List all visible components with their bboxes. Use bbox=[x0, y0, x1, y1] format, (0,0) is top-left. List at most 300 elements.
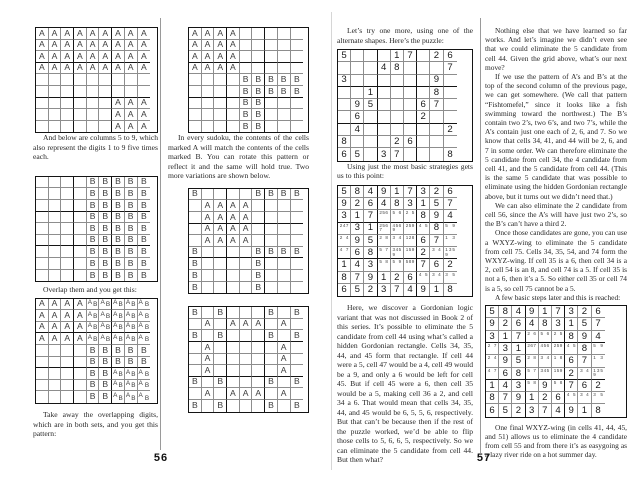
grid-cell: A bbox=[202, 388, 215, 400]
grid-cell bbox=[291, 342, 304, 354]
grid-cell bbox=[49, 270, 62, 282]
grid-cell: B bbox=[265, 377, 278, 389]
para-nothing-else: Nothing else that we have learned so far works. And let’s imagine we didn’t even see that we could eliminate the 5 candidate from cell 44. Given the grid above, what’s our next move? bbox=[485, 26, 627, 72]
grid-cell bbox=[36, 235, 49, 247]
grid-cell: B bbox=[252, 258, 265, 270]
grid-cell: A bbox=[202, 63, 215, 75]
grid-cell: A B bbox=[100, 333, 111, 344]
grid-cell: B bbox=[87, 391, 100, 403]
grid-cell: 7 bbox=[351, 272, 364, 284]
grid-cell: A bbox=[202, 365, 215, 377]
grid-cell: 3 5 bbox=[592, 392, 605, 404]
grid-cell bbox=[291, 212, 304, 224]
grid-cell: 7 bbox=[592, 318, 605, 330]
grid-cell bbox=[291, 258, 304, 270]
grid-cell: 1 bbox=[364, 223, 377, 235]
grid-cell: B bbox=[265, 247, 278, 259]
grid-cell: A bbox=[112, 98, 125, 110]
grid-cell: A B bbox=[125, 310, 136, 320]
grid-cell: B bbox=[87, 270, 100, 282]
grid-cell bbox=[364, 148, 377, 160]
grid-cell bbox=[36, 86, 49, 98]
grid-cell bbox=[265, 212, 278, 224]
grid-cell: B bbox=[99, 345, 112, 357]
grid-cell bbox=[227, 109, 240, 121]
grid-cell: A bbox=[202, 342, 215, 354]
grid-cell bbox=[240, 270, 253, 282]
grid-cell: 3 bbox=[417, 186, 430, 198]
grid-cell: 3 bbox=[364, 259, 377, 271]
grid-cell bbox=[202, 400, 215, 412]
grid-cell bbox=[61, 200, 74, 212]
left-page-column-1 bbox=[33, 27, 158, 439]
grid-cell: 5 6 bbox=[539, 331, 552, 343]
grid-cell bbox=[36, 368, 49, 380]
grid-cell: 2 4 bbox=[486, 355, 499, 367]
grid-cell: B bbox=[99, 380, 112, 392]
grid-cell: 5 bbox=[364, 99, 377, 111]
grid-cell bbox=[338, 124, 351, 136]
grid-cell: 3 4 5 9 bbox=[391, 247, 404, 259]
right-page-column-1 bbox=[337, 26, 473, 465]
grid-cell: 8 bbox=[391, 62, 404, 74]
grid-cell bbox=[189, 342, 202, 354]
grid-cell: A B bbox=[113, 368, 123, 378]
grid-cell bbox=[291, 40, 304, 52]
grid-cell: 9 bbox=[378, 186, 391, 198]
grid-cell: 2 5 bbox=[404, 210, 417, 222]
grid-cell bbox=[36, 121, 49, 133]
grid-cell: B bbox=[99, 391, 112, 403]
grid-cell: B bbox=[189, 189, 202, 201]
grid-cell: 5 6 bbox=[391, 210, 404, 222]
grid-cell bbox=[74, 74, 87, 86]
grid-cell: A bbox=[189, 51, 202, 63]
grid-cell: B bbox=[99, 188, 112, 200]
grid-cell: A bbox=[214, 235, 227, 247]
grid-cell bbox=[291, 235, 304, 247]
grid-cell bbox=[265, 270, 278, 282]
grid-cell bbox=[112, 74, 125, 86]
grid-cell: 3 5 bbox=[444, 272, 457, 284]
grid-cell: 6 bbox=[565, 355, 578, 367]
grid-cell bbox=[227, 270, 240, 282]
grid-cell: A bbox=[125, 121, 138, 133]
grid-cell: 4 bbox=[526, 318, 539, 330]
grid-cell bbox=[74, 345, 87, 357]
grid-cell: A bbox=[87, 63, 100, 75]
grid-cell bbox=[74, 380, 87, 392]
grid-cell bbox=[74, 86, 87, 98]
grid-cell: B bbox=[125, 258, 138, 270]
grid-cell: 5 bbox=[338, 50, 351, 62]
grid-cell bbox=[36, 200, 49, 212]
grid-cell bbox=[391, 124, 404, 136]
grid-cell bbox=[351, 50, 364, 62]
grid-cell: A bbox=[214, 212, 227, 224]
grid-cell bbox=[291, 354, 304, 366]
grid-cell: 8 bbox=[565, 331, 578, 343]
grid-cell bbox=[36, 380, 49, 392]
grid-cell bbox=[338, 99, 351, 111]
grid-cell: A bbox=[74, 310, 87, 322]
grid-cell: A bbox=[202, 354, 215, 366]
grid-cell: 4 bbox=[351, 259, 364, 271]
grid-cell: 8 bbox=[338, 136, 351, 148]
grid-cell bbox=[61, 368, 74, 380]
grid-cell: A bbox=[278, 365, 291, 377]
grid-cell: B bbox=[278, 247, 291, 259]
grid-cell bbox=[214, 121, 227, 133]
grid-cell: A bbox=[227, 212, 240, 224]
grid-cell bbox=[444, 75, 457, 87]
grid-cell bbox=[74, 98, 87, 110]
grid-cell bbox=[214, 74, 227, 86]
grid-cell: B bbox=[99, 357, 112, 369]
grid-cell bbox=[444, 87, 457, 99]
grid-cell bbox=[444, 99, 457, 111]
grid-cell bbox=[252, 200, 265, 212]
grid-cell: A bbox=[49, 310, 62, 322]
grid-cell bbox=[265, 98, 278, 110]
grid-cell bbox=[240, 354, 253, 366]
grid-cell: B bbox=[87, 188, 100, 200]
grid-cell bbox=[378, 124, 391, 136]
grid-cell bbox=[278, 212, 291, 224]
grid-cell bbox=[138, 86, 151, 98]
grid-cell: A bbox=[214, 28, 227, 40]
grid-cell: 5 9 bbox=[444, 223, 457, 235]
grid-cell bbox=[265, 63, 278, 75]
grid-cell bbox=[61, 121, 74, 133]
grid-cell: 3 4 bbox=[539, 355, 552, 367]
grid-cell: A bbox=[138, 51, 151, 63]
grid-cell: B bbox=[240, 109, 253, 121]
grid-cell bbox=[227, 354, 240, 366]
grid-cell bbox=[417, 87, 430, 99]
grid-cell bbox=[189, 365, 202, 377]
grid-cell: B bbox=[291, 330, 304, 342]
grid-cell: A B bbox=[100, 310, 111, 320]
grid-cell: 7 bbox=[430, 235, 443, 247]
grid-cell bbox=[291, 109, 304, 121]
grid-cell bbox=[36, 345, 49, 357]
grid-cell bbox=[430, 111, 443, 123]
grid-cell: 8 bbox=[512, 368, 525, 380]
grid-cell: A B bbox=[100, 299, 111, 309]
grid-cell: 6 bbox=[512, 318, 525, 330]
grid-cell: B bbox=[214, 330, 227, 342]
grid-cell bbox=[278, 330, 291, 342]
grid-cell: A bbox=[214, 224, 227, 236]
grid-cell bbox=[74, 270, 87, 282]
grid-cell: B bbox=[278, 86, 291, 98]
grid-cell bbox=[291, 51, 304, 63]
grid-cell bbox=[252, 377, 265, 389]
grid-cell bbox=[49, 246, 62, 258]
grid-cell: 6 bbox=[444, 50, 457, 62]
grid-cell bbox=[240, 63, 253, 75]
grid-cell bbox=[291, 28, 304, 40]
grid-cell: B bbox=[112, 200, 125, 212]
grid-cell: 7 bbox=[565, 380, 578, 392]
grid-cell bbox=[74, 258, 87, 270]
grid-cell: B bbox=[112, 357, 125, 369]
grid-cell bbox=[252, 330, 265, 342]
grid-cell: 7 bbox=[417, 259, 430, 271]
grid-cell bbox=[189, 212, 202, 224]
grid-cell bbox=[214, 282, 227, 294]
grid-cell: A bbox=[36, 40, 49, 52]
grid-cell bbox=[189, 86, 202, 98]
grid-cell: B bbox=[189, 270, 202, 282]
grid-cell bbox=[61, 246, 74, 258]
grid-cell: B bbox=[189, 377, 202, 389]
grid-cell bbox=[278, 224, 291, 236]
grid-cell: B bbox=[99, 177, 112, 189]
grid-cell: 8 bbox=[486, 392, 499, 404]
grid-cell: B bbox=[125, 345, 138, 357]
grid-cell bbox=[338, 62, 351, 74]
grid-cell: B bbox=[87, 212, 100, 224]
grid-cell: B bbox=[87, 357, 100, 369]
grid-cell: 9 bbox=[578, 331, 591, 343]
grid-cell: A bbox=[278, 354, 291, 366]
grid-cell: A bbox=[49, 28, 62, 40]
grid-cell: A bbox=[140, 120, 147, 131]
grid-cell: 5 bbox=[364, 235, 377, 247]
grid-cell: A bbox=[87, 51, 100, 63]
grid-cell bbox=[378, 75, 391, 87]
grid-cell: B bbox=[112, 258, 125, 270]
grid-cell bbox=[49, 188, 62, 200]
grid-cell: A bbox=[240, 212, 253, 224]
grid-cell: B bbox=[291, 86, 304, 98]
grid-cell: 1 5 9 bbox=[404, 247, 417, 259]
grid-cell: 5 bbox=[430, 198, 443, 210]
grid-cell bbox=[252, 354, 265, 366]
grid-cell: A B bbox=[125, 322, 136, 332]
grid-cell: B bbox=[278, 74, 291, 86]
grid-cell: B bbox=[138, 188, 151, 200]
grid-cell: 1 bbox=[430, 284, 443, 296]
grid-cell: B bbox=[138, 177, 151, 189]
grid-cell: A B bbox=[113, 299, 123, 309]
grid-cell bbox=[240, 40, 253, 52]
grid-cell: 2 8 bbox=[526, 355, 539, 367]
grid-cell: A B bbox=[138, 391, 150, 403]
grid-cell: A bbox=[87, 28, 100, 40]
grid-cell: B bbox=[252, 121, 265, 133]
grid-cell: 4 bbox=[592, 331, 605, 343]
grid-cell bbox=[265, 258, 278, 270]
grid-cell: A bbox=[74, 299, 87, 311]
grid-cell bbox=[252, 342, 265, 354]
grid-cell bbox=[265, 28, 278, 40]
grid-cell: 2 bbox=[512, 404, 525, 416]
grid-cell bbox=[364, 136, 377, 148]
grid-cell: A bbox=[36, 51, 49, 63]
grid-cell: 1 bbox=[364, 87, 377, 99]
grid-cell: 3 4 bbox=[578, 368, 591, 380]
grid-cell: A bbox=[49, 299, 62, 311]
grid-cell: 3 bbox=[499, 343, 512, 355]
grid-cell: 1 bbox=[512, 343, 525, 355]
grid-cell: 8 bbox=[338, 272, 351, 284]
grid-cell: 4 5 6 bbox=[539, 343, 552, 355]
grid-cell bbox=[351, 87, 364, 99]
grid-cell bbox=[36, 391, 49, 403]
grid-cell: A bbox=[125, 40, 138, 52]
grid-cell: 3 bbox=[512, 380, 525, 392]
grid-cell: 4 bbox=[512, 306, 525, 318]
grid-cell: A bbox=[61, 40, 74, 52]
grid-cell bbox=[49, 258, 62, 270]
grid-cell: B bbox=[278, 189, 291, 201]
grid-cell: B bbox=[87, 246, 100, 258]
grid-cell bbox=[227, 342, 240, 354]
grid-cell bbox=[202, 247, 215, 259]
grid-cell bbox=[227, 282, 240, 294]
grid-cell: A bbox=[138, 40, 151, 52]
grid-cell: 3 bbox=[526, 404, 539, 416]
grid-cell: A bbox=[278, 319, 291, 331]
grid-cell: B bbox=[112, 212, 125, 224]
grid-cell: B bbox=[214, 377, 227, 389]
grid-cell bbox=[87, 121, 100, 133]
grid-cell: B bbox=[189, 247, 202, 259]
grid-cell bbox=[61, 86, 74, 98]
grid-cell bbox=[49, 223, 62, 235]
grid-cell bbox=[351, 62, 364, 74]
grid-cell: 6 bbox=[417, 99, 430, 111]
grid-cell: 2 bbox=[430, 50, 443, 62]
grid-cell: A bbox=[36, 63, 49, 75]
grid-cell: B bbox=[240, 98, 253, 110]
grid-cell: A bbox=[138, 98, 151, 110]
grid-cell: A bbox=[61, 310, 74, 322]
grid-cell bbox=[99, 74, 112, 86]
grid-cell bbox=[49, 368, 62, 380]
para-final-wxyz: One final WXYZ-wing (in cells 41, 44, 45, and 51) allows us to eliminate the 4 candidate from cell 55 and from there it’s as easygoing as a lazy river ride on a hot summer day. bbox=[485, 422, 627, 460]
grid-cell: A bbox=[189, 28, 202, 40]
grid-cell: 7 bbox=[499, 392, 512, 404]
grid-cell: B bbox=[87, 235, 100, 247]
grid-cell: 3 bbox=[565, 306, 578, 318]
grid-cell: A bbox=[61, 299, 74, 311]
grid-cell bbox=[404, 75, 417, 87]
grid-cell: 2 4 bbox=[338, 235, 351, 247]
grid-cell: 1 bbox=[486, 380, 499, 392]
grid-cell bbox=[214, 365, 227, 377]
grid-cell: A bbox=[125, 63, 138, 75]
grid-cell: 1 3 bbox=[444, 235, 457, 247]
grid-cell: 6 bbox=[404, 136, 417, 148]
grid-cell: A bbox=[227, 51, 240, 63]
grid-cell: B bbox=[99, 368, 112, 380]
grid-cell: A bbox=[227, 63, 240, 75]
grid-cell: 6 bbox=[338, 148, 351, 160]
grid-cell: 2 6 bbox=[526, 331, 539, 343]
grid-cell: 3 bbox=[404, 198, 417, 210]
grid-cell: A bbox=[74, 333, 87, 345]
grid-cell: B bbox=[252, 282, 265, 294]
grid-cell: 9 bbox=[430, 210, 443, 222]
grid-cell bbox=[138, 74, 151, 86]
grid-cell bbox=[417, 62, 430, 74]
sudoku-puzzle-grid bbox=[337, 49, 473, 162]
grid-cell bbox=[49, 177, 62, 189]
grid-cell: A bbox=[125, 98, 138, 110]
grid-cell: 5 7 bbox=[526, 368, 539, 380]
grid-cell bbox=[227, 121, 240, 133]
grid-cell bbox=[49, 109, 62, 121]
grid-cell: A B bbox=[113, 391, 123, 403]
grid-cell bbox=[278, 258, 291, 270]
grid-cell: A B bbox=[138, 380, 150, 390]
grid-cell: 1 bbox=[539, 306, 552, 318]
grid-cell: 7 bbox=[404, 50, 417, 62]
grid-cell: B bbox=[125, 188, 138, 200]
grid-cell bbox=[49, 345, 62, 357]
grid-cell bbox=[61, 235, 74, 247]
grid-cell bbox=[278, 98, 291, 110]
grid-cell: B bbox=[112, 270, 125, 282]
grid-cell: 2 8 bbox=[378, 235, 391, 247]
grid-cell: 5 bbox=[351, 148, 364, 160]
grid-cell bbox=[74, 246, 87, 258]
grid-cell: 3 4 bbox=[430, 247, 443, 259]
grid-cell: A bbox=[227, 40, 240, 52]
grid-cell bbox=[417, 50, 430, 62]
grid-cell: 9 bbox=[512, 392, 525, 404]
grid-cell: B bbox=[291, 377, 304, 389]
grid-cell: B bbox=[240, 86, 253, 98]
grid-cell bbox=[202, 330, 215, 342]
grid-cell bbox=[278, 400, 291, 412]
grid-cell: 1 5 9 bbox=[552, 368, 565, 380]
grid-cell: 3 bbox=[486, 331, 499, 343]
grid-cell: 9 bbox=[351, 99, 364, 111]
grid-cell bbox=[202, 74, 215, 86]
grid-cell: A bbox=[202, 51, 215, 63]
grid-cell bbox=[444, 111, 457, 123]
grid-cell: 8 bbox=[391, 198, 404, 210]
grid-cell bbox=[265, 282, 278, 294]
grid-cell: A bbox=[99, 63, 112, 75]
grid-cell: 6 bbox=[351, 247, 364, 259]
grid-cell bbox=[74, 235, 87, 247]
grid-cell: 1 3 5 9 bbox=[592, 368, 605, 380]
grid-cell bbox=[240, 189, 253, 201]
grid-cell bbox=[364, 50, 377, 62]
grid-cell bbox=[214, 270, 227, 282]
grid-cell bbox=[49, 391, 62, 403]
grid-cell bbox=[189, 388, 202, 400]
grid-cell: B bbox=[87, 223, 100, 235]
grid-cell: B bbox=[87, 380, 100, 392]
sudoku-progress-grid-1 bbox=[337, 185, 473, 298]
grid-cell bbox=[291, 319, 304, 331]
grid-cell bbox=[74, 200, 87, 212]
para-cell56: We can also eliminate the 2 candidate from cell 56, since the A’s will have just two 2’s, so the B’s can’t have a third 2. bbox=[485, 200, 627, 229]
grid-cell: A bbox=[112, 63, 125, 75]
grid-cell: A bbox=[202, 319, 215, 331]
grid-cell: 8 bbox=[595, 405, 601, 417]
grid-cell: A bbox=[214, 51, 227, 63]
grid-cell: A bbox=[36, 333, 49, 345]
grid-cell bbox=[278, 109, 291, 121]
